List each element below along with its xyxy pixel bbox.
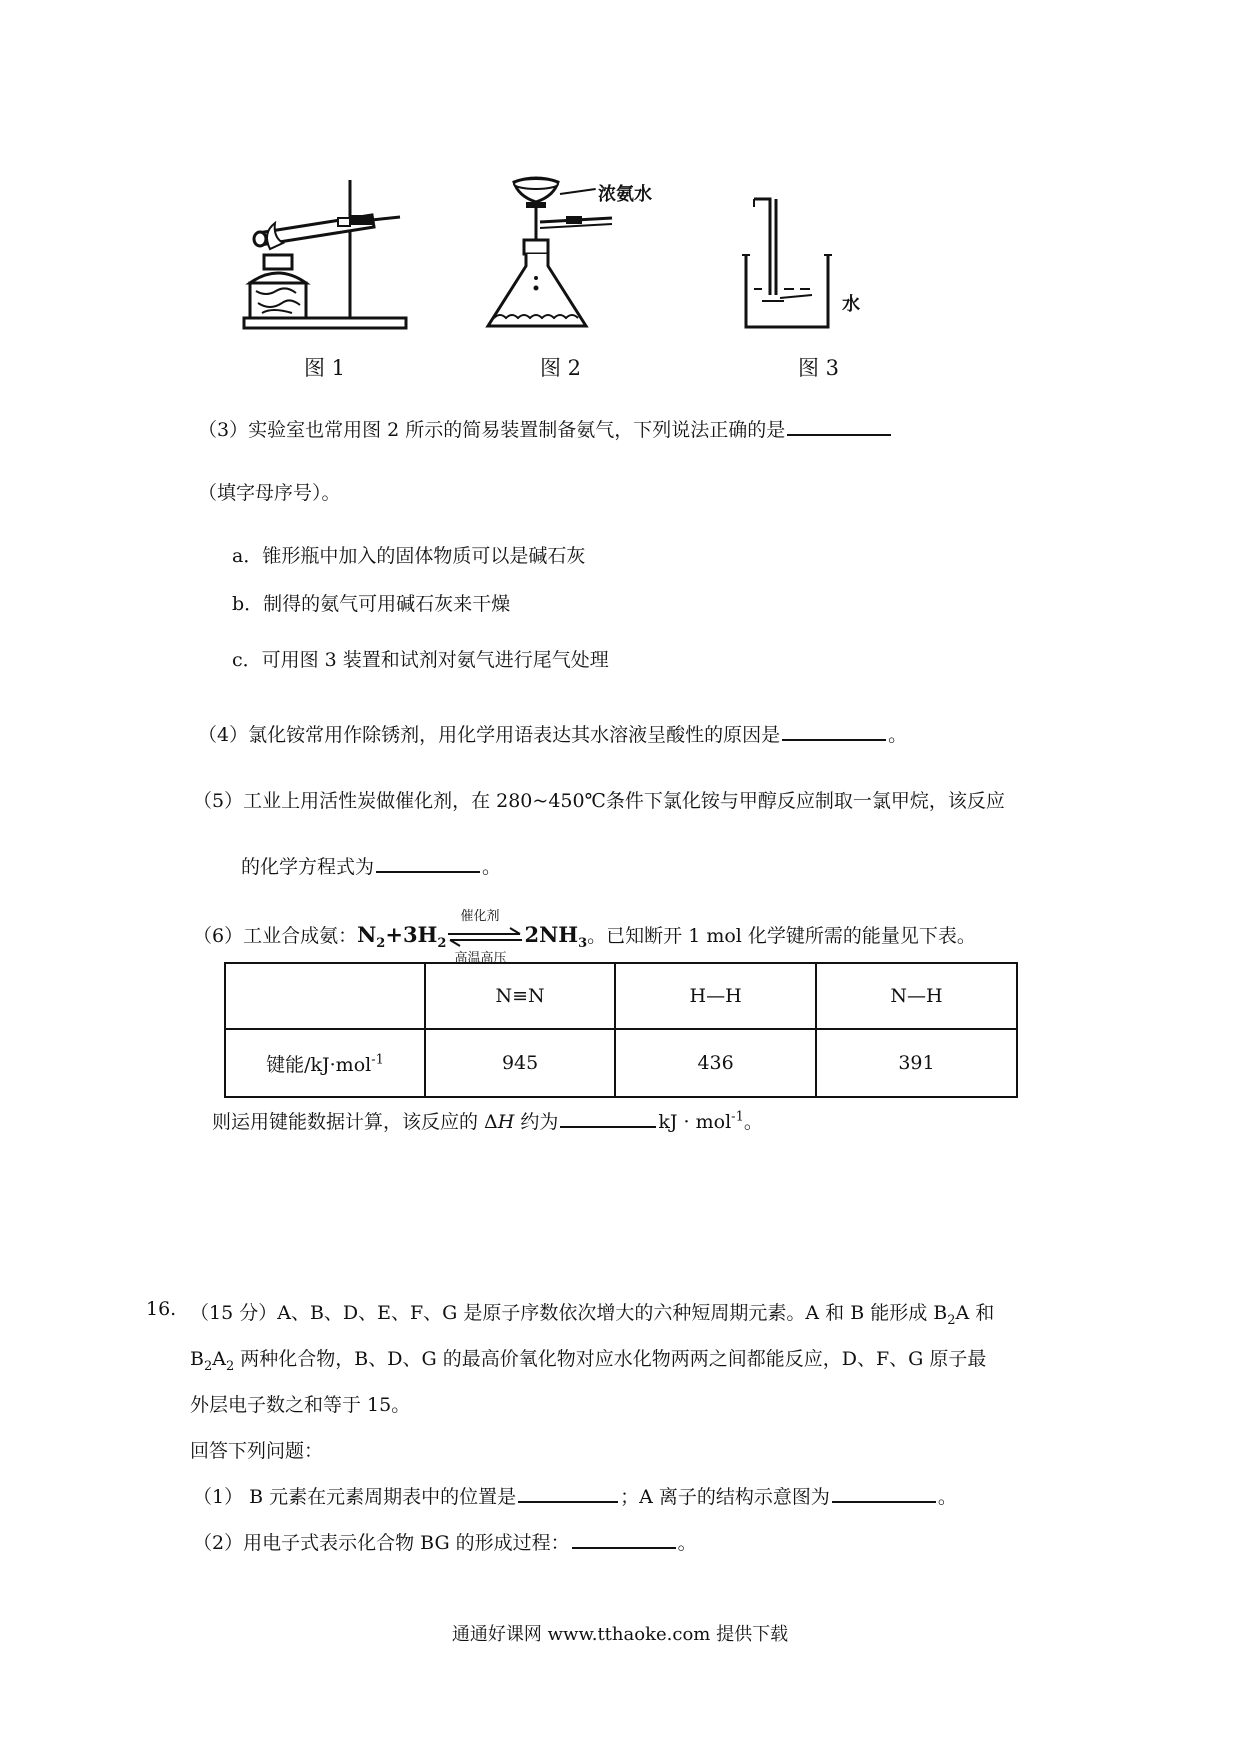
q16-line-4: 回答下列问题： — [190, 1440, 324, 1462]
q4-end: 。 — [888, 724, 908, 746]
figure-2-ammonia-apparatus — [480, 170, 615, 342]
q3-line-2: （填字母序号）。 — [198, 482, 341, 504]
bond-energy-table — [224, 962, 1018, 1098]
q4-line — [198, 720, 907, 747]
figure-1-heating-apparatus — [240, 175, 410, 335]
q3-option-c: c．可用图 3 装置和试剂对氨气进行尾气处理 — [232, 649, 609, 671]
q6-arrow-condition-label: 高温高压 — [454, 951, 507, 966]
q16-line-3: 外层电子数之和等于 15。 — [190, 1394, 411, 1416]
q4-text: （4）氯化铵常用作除锈剂，用化学用语表达其水溶液呈酸性的原因是 — [198, 724, 781, 746]
q6-prefix: （6）工业合成氨： — [193, 925, 358, 947]
figure-3-label-water: 水 — [842, 294, 860, 315]
q16-sub-2-text: （2）用电子式表示化合物 BG 的形成过程： — [193, 1532, 570, 1554]
q16-line-2: $B_2A_2$ 两种化合物，B、D、G 的最高价氧化物对应水化物两两之间都能反应，D、F、G 原子最 — [190, 1348, 987, 1374]
q6-calc-h: H — [497, 1111, 515, 1133]
q16-sub-1-end: 。 — [937, 1486, 957, 1508]
q16-sub-2 — [193, 1528, 697, 1555]
q16-sub-1-text-b: ；A 离子的结构示意图为 — [620, 1486, 830, 1508]
table-row-label: 键能/kJ·mol$^{-1}$ — [225, 1029, 425, 1097]
q6-suffix: 。已知断开 1 mol 化学键所需的能量见下表。 — [587, 925, 976, 947]
q5-answer-blank[interactable] — [376, 853, 480, 873]
figure-2-label-concentrated-ammonia: 浓氨水 — [598, 184, 652, 205]
table-cell-nn: 945 — [425, 1029, 615, 1097]
q6-calc-end: 。 — [743, 1111, 763, 1133]
page-footer: 通通好课网 www.tthaoke.com 提供下载 — [451, 1624, 789, 1645]
q5-end: 。 — [482, 856, 502, 878]
q5-line-1: （5）工业上用活性炭做催化剂，在 280~450℃条件下氯化铵与甲醇反应制取一氯甲烷，该反应 — [193, 790, 1005, 812]
equilibrium-arrow-icon — [446, 927, 524, 947]
q6-calc-prefix: 则运用键能数据计算，该反应的 Δ — [212, 1111, 498, 1133]
table-cell-hh: 436 — [615, 1029, 816, 1097]
q16-sub-1-text-a: （1） B 元素在元素周期表中的位置是 — [193, 1486, 517, 1508]
q4-answer-blank[interactable] — [782, 721, 886, 741]
q6-reaction-arrow — [446, 909, 524, 966]
table-row — [225, 1029, 1017, 1097]
q3-text: （3）实验室也常用图 2 所示的简易装置制备氨气，下列说法正确的是 — [198, 419, 786, 441]
q6-line — [193, 909, 976, 966]
q6-calc-unit: kJ · mol$^{-1}$ — [658, 1109, 744, 1133]
figure-3-caption: 图 3 — [798, 356, 840, 380]
q6-calc-line — [212, 1107, 763, 1134]
q16-line-1: （15 分）A、B、D、E、F、G 是原子序数依次增大的六种短周期元素。A 和 B 能形成 $B_2A$ 和 — [190, 1302, 995, 1328]
q16-number: 16. — [146, 1298, 177, 1320]
table-header-nn-triple: N≡N — [425, 963, 615, 1029]
q6-answer-blank[interactable] — [560, 1108, 656, 1128]
q6-arrow-catalyst-label: 催化剂 — [460, 909, 500, 924]
figure-2-caption: 图 2 — [540, 356, 582, 380]
q3-answer-blank[interactable] — [787, 416, 891, 436]
q6-calc-mid: 约为 — [514, 1111, 559, 1133]
q3-option-b: b．制得的氨气可用碱石灰来干燥 — [232, 593, 511, 615]
figure-3-beaker-apparatus — [740, 195, 850, 335]
q5-line-2 — [241, 852, 501, 879]
table-header-hh: H—H — [615, 963, 816, 1029]
q3-line-1 — [198, 415, 893, 442]
q16-sub-2-end: 。 — [677, 1532, 697, 1554]
q6-product: $2NH_3$ — [524, 922, 588, 952]
q16-sub-2-blank[interactable] — [572, 1529, 676, 1549]
table-cell-nh: 391 — [816, 1029, 1017, 1097]
q6-reactants: $N_2+3H_2$ — [357, 922, 447, 952]
q3-option-a: a．锥形瓶中加入的固体物质可以是碱石灰 — [232, 545, 586, 567]
q16-sub-1-blank-b[interactable] — [832, 1483, 936, 1503]
table-header-nh: N—H — [816, 963, 1017, 1029]
table-header-row — [225, 963, 1017, 1029]
q16-sub-1 — [193, 1482, 957, 1509]
figure-1-caption: 图 1 — [304, 356, 346, 380]
table-cell-empty — [225, 963, 425, 1029]
q5-text: 的化学方程式为 — [241, 856, 375, 878]
q16-sub-1-blank-a[interactable] — [518, 1483, 618, 1503]
